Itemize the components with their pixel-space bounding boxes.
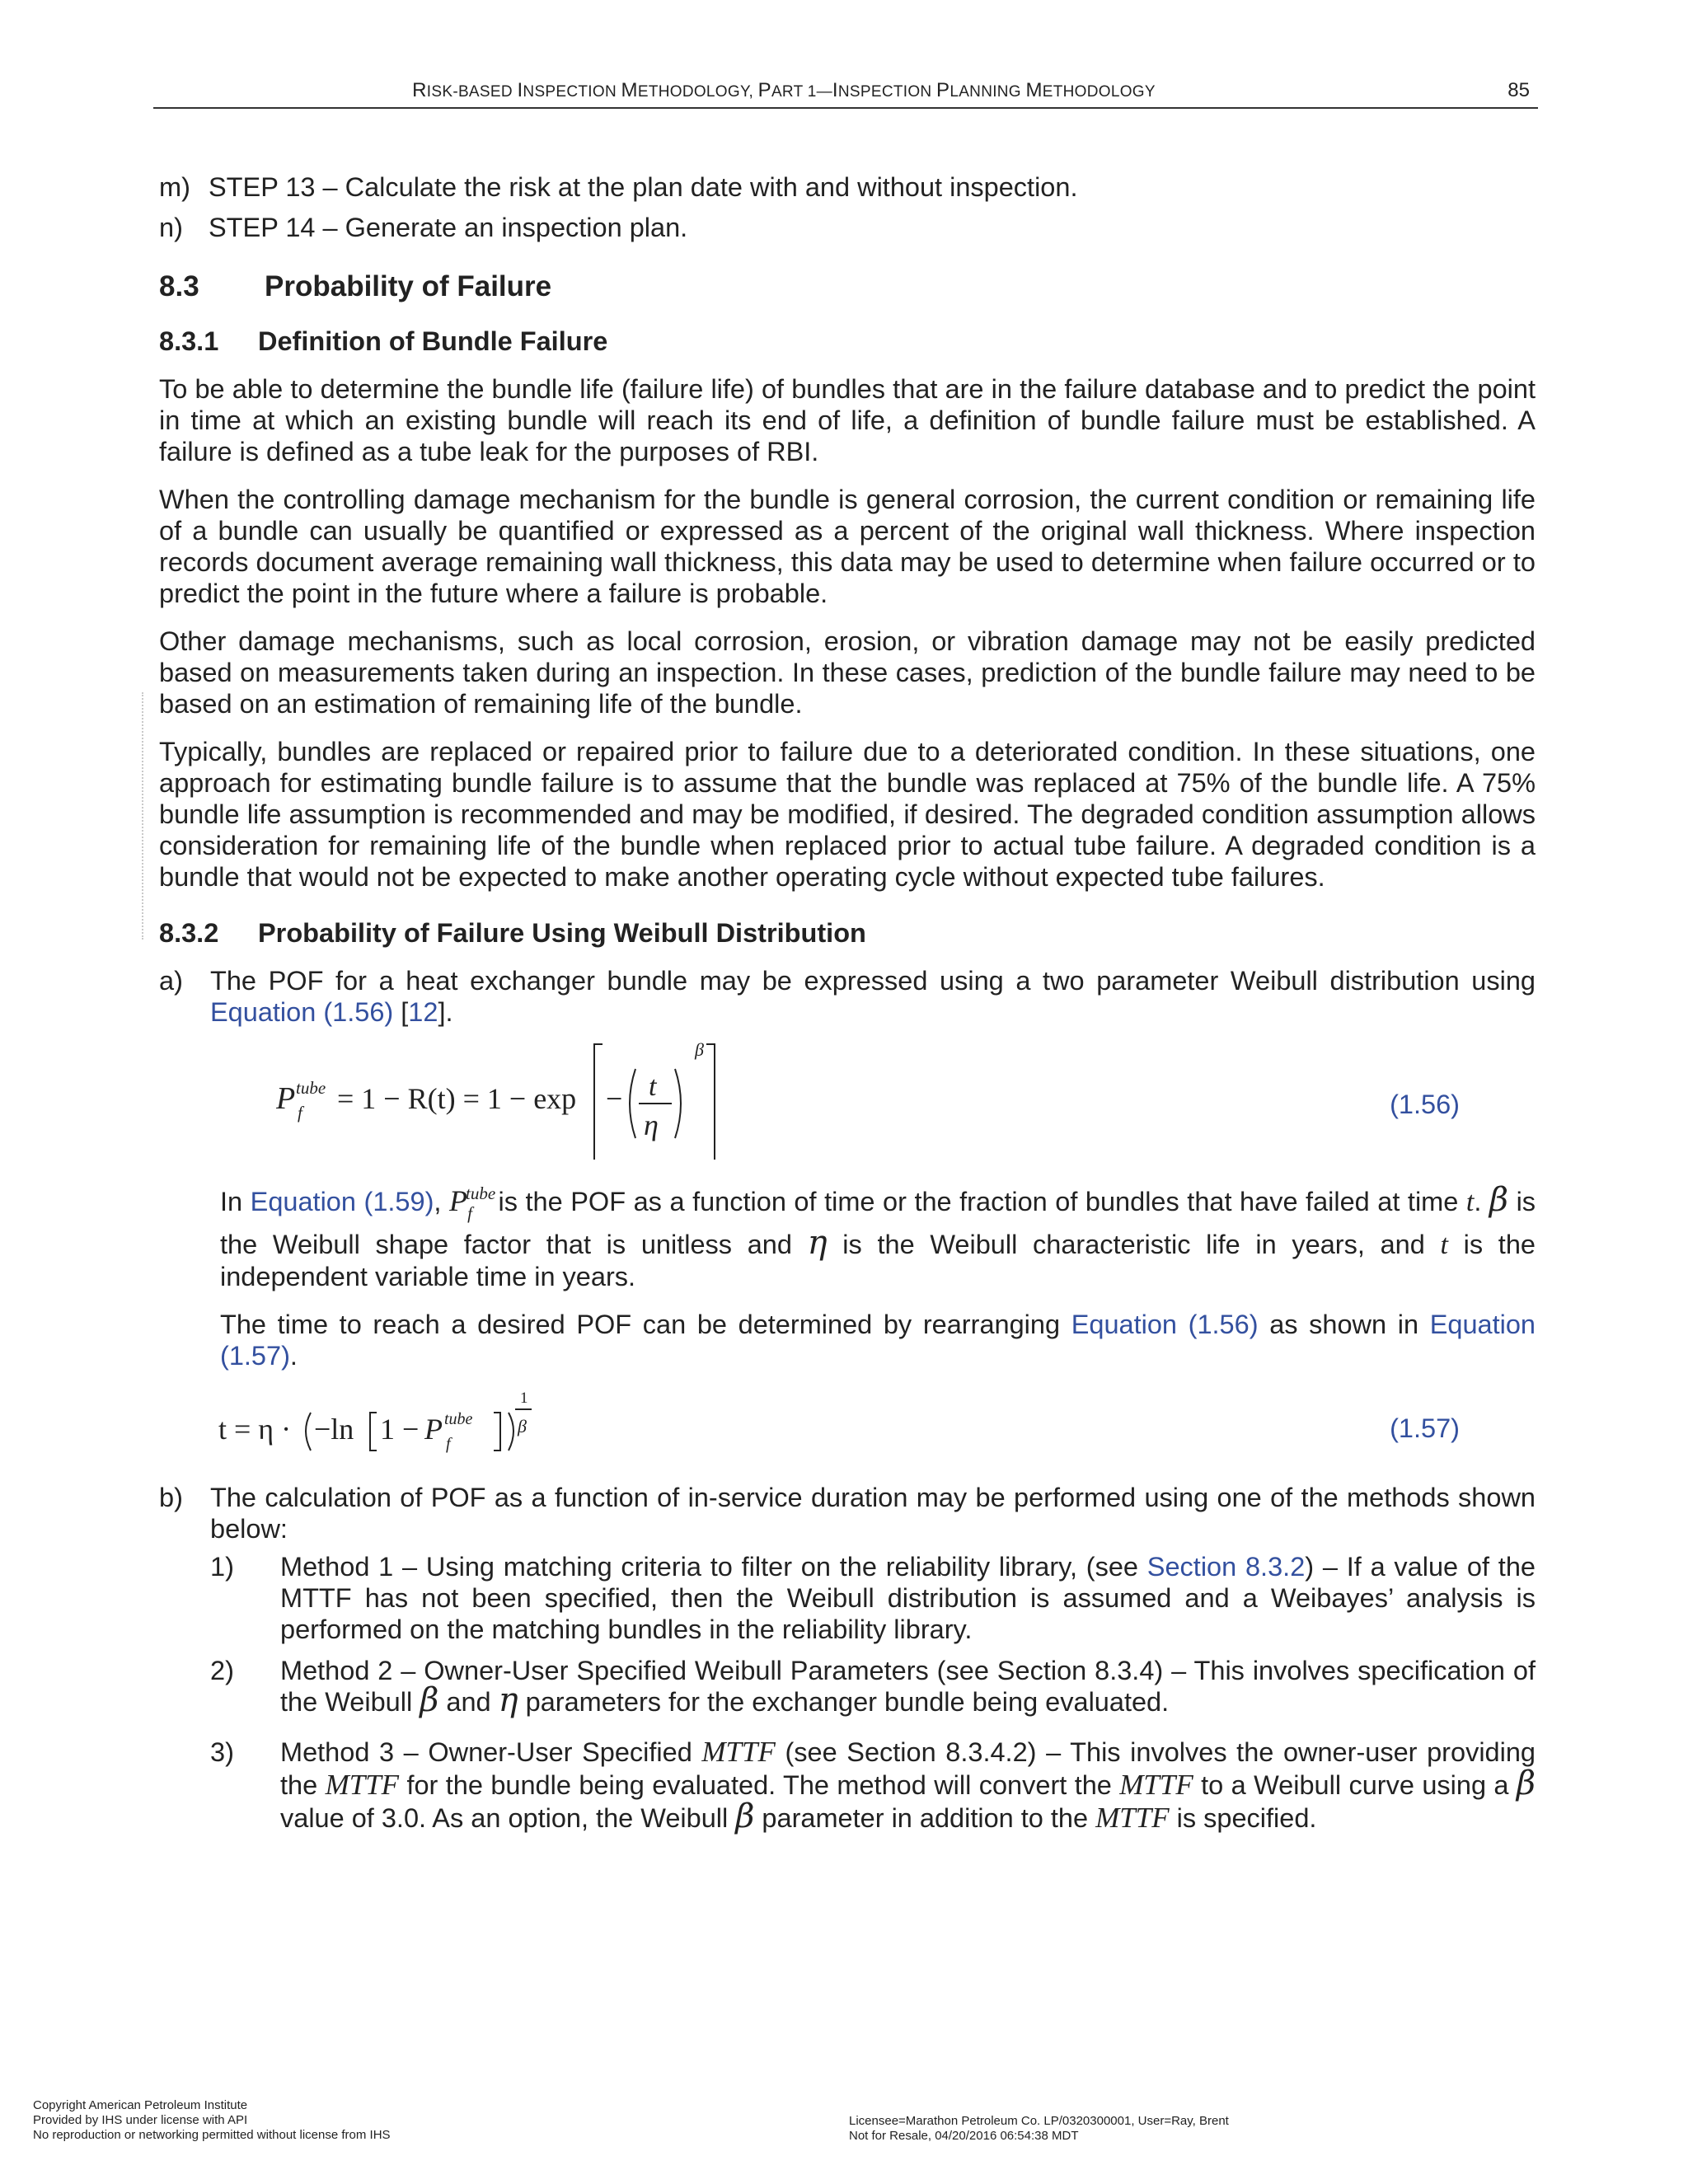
eq-ln: −ln [314,1413,354,1446]
footer-license [849,2114,1229,2144]
math-beta: β [420,1681,439,1719]
paragraph: When the controlling damage mechanism for the bundle is general corrosion, the current condition or remaining life of a bundle can usually be quantified or expressed as a percent of the original wall thickness. Where inspection records document average remaining wall thickness, this data may be used to determine when failure occurred or to predict the point in the future where a failure is probable. [159,485,1536,608]
list-item [159,171,1536,203]
text-run: The time to reach a desired POF can be determined by rearranging [220,1310,1071,1339]
eq-t: t [649,1071,657,1102]
list-text: The calculation of POF as a function of in-service duration may be performed using one of the methods shown below: [210,1483,1536,1544]
text-run: is the independent variable time in years. [220,1230,1536,1291]
method-item [210,1736,1536,1835]
list-item-b [159,1482,1536,1544]
list-text: STEP 13 – Calculate the risk at the plan date with and without inspection. [209,172,1078,202]
text-run: parameter in addition to the [754,1803,1096,1833]
math-mttf: MTTF [701,1736,776,1768]
list-marker: 3) [210,1737,234,1767]
header-part: ISK-BASED [426,83,518,101]
eq-sub: f [446,1435,451,1453]
method-item [210,1551,1536,1645]
math-t: t [1465,1187,1475,1217]
text-run: is specified. [1169,1803,1317,1833]
equation-1-57-graphic [218,1388,565,1465]
paragraph: Typically, bundles are replaced or repaired prior to failure due to a deteriorated condition. In these situations, one approach for estimating bundle failure is to assume that the bundle was replaced at 75% of the bundle life. A 75% bundle life assumption is recommended and may be modified, if desired. The degraded condition assumption allows consideration for remaining life of the bundle when replaced prior to actual tube failure. A degraded condition is a bundle that would not be expected to make another operating cycle without expected tube failures. [159,737,1536,892]
section-number: 8.3.2 [159,918,219,948]
header-part: ART 1— [771,83,832,101]
math-P: P [448,1184,467,1217]
header-part: NSPECTION [523,83,621,101]
math-beta: β [735,1797,755,1835]
eq-one-minus: 1 − [380,1413,420,1446]
equation-1-57 [210,1388,1536,1465]
math-eta: η [807,1224,828,1262]
equation-number: (1.56) [1390,1090,1460,1119]
eq-lhs: t = η · [218,1413,292,1446]
equation-number: (1.57) [1390,1413,1460,1443]
text-run: is the Weibull shape factor that is unitless and [220,1187,1536,1259]
section-heading-8-3-1 [159,326,1536,357]
section-title: Probability of Failure [265,270,552,302]
methods-list [159,1551,1536,1835]
math-t: t [1440,1230,1448,1260]
header-part: ETHODOLOGY, [637,83,758,101]
section-title: Probability of Failure Using Weibull Distribution [258,918,866,948]
section-heading-8-3-2 [159,917,1536,949]
text-run: as shown in [1258,1310,1430,1339]
header-part: P [757,79,771,101]
text-run: . [289,1341,298,1371]
header-part: ETHODOLOGY [1042,83,1156,101]
list-marker: a) [159,966,183,996]
footer-line: Copyright American Petroleum Institute [33,2098,248,2112]
eq-sub: f [298,1103,302,1122]
equation-link[interactable]: Equation (1.57) [220,1310,1536,1371]
text-run: and [438,1687,499,1717]
eq-rhs: = 1 − R(t) = 1 − exp [337,1082,577,1115]
paragraph [210,1309,1536,1371]
eq-eta: η [644,1108,659,1141]
eq-exp-num: 1 [520,1390,528,1407]
eq-minus: − [606,1082,623,1115]
eq-exp-den: β [518,1416,527,1436]
text-run: parameters for the exchanger bundle being evaluated. [518,1687,1170,1717]
header-part: R [412,79,427,101]
text-run: to a Weibull curve using a [1193,1770,1517,1800]
page-number: 85 [1507,79,1530,101]
eq-P: P [276,1081,296,1116]
eq-sup: tube [296,1078,326,1098]
list-marker: n) [159,213,183,242]
margin-marks [142,692,147,940]
footer-copyright [33,2098,391,2143]
equation-1-56-graphic [276,1039,738,1160]
header-part: LANNING [950,83,1026,101]
paragraph: Other damage mechanisms, such as local corrosion, erosion, or vibration damage may not be easily predicted based on measurements taken during an inspection. In these cases, prediction of the bundle failure may need to be based on an estimation of remaining life of the bundle. [159,626,1536,719]
math-eta: η [498,1681,518,1719]
list-item [159,212,1536,243]
section-heading-8-3 [159,271,1536,302]
text-run: ) – If a value of the MTTF has not been specified, then the Weibull distribution is assumed and a Weibayes’ analysis is performed on the matching bundles in the reliability library. [280,1552,1536,1644]
document-body [159,171,1536,1844]
math-beta: β [1516,1765,1536,1802]
text-run: (see Section 8.3.4.2) – This involves the owner-user providing the [280,1737,1536,1800]
math-sup: tube [465,1183,496,1203]
header-part: M [1025,79,1043,101]
running-title [153,79,1414,102]
list-marker: m) [159,172,190,202]
ref-bracket: ]. [438,997,453,1027]
math-mttf: MTTF [1095,1802,1170,1834]
footer-line: Provided by IHS under license with API [33,2113,248,2127]
text-run: is the POF as a function of time or the fraction of bundles that have failed at time [490,1187,1459,1216]
reference-link[interactable]: 12 [408,997,438,1027]
method-item [210,1655,1536,1718]
equation-1-56 [210,1039,1536,1160]
section-number: 8.3.1 [159,326,219,356]
text-run: Method 3 – Owner-User Specified [280,1737,702,1767]
running-header [153,79,1538,109]
text-run: In [220,1187,251,1216]
math-beta: β [1489,1181,1509,1219]
eq-sup: tube [444,1410,473,1428]
math-sub: f [467,1203,472,1223]
equation-link[interactable]: Equation (1.56) [210,997,394,1027]
text-run: , [434,1187,449,1216]
list-marker: 2) [210,1656,234,1685]
header-part: M [621,79,638,101]
footer-line: Licensee=Marathon Petroleum Co. LP/0320300001, User=Ray, Brent [849,2114,1229,2128]
section-title: Definition of Bundle Failure [258,326,608,356]
paragraph [210,1178,1536,1292]
paragraph: To be able to determine the bundle life (failure life) of bundles that are in the failure database and to predict the point in time at which an existing bundle will reach its end of life, a definition of bundle failure must be established. A failure is defined as a tube leak for the purposes of RBI. [159,374,1536,466]
header-part: I [517,79,523,101]
section-link[interactable]: Section 8.3.2 [1146,1552,1306,1582]
ref-bracket: [ [393,997,409,1027]
text-run: Method 1 – Using matching criteria to filter on the reliability library, (see [280,1552,1147,1582]
equation-link[interactable]: Equation (1.56) [1071,1310,1259,1339]
list-text: STEP 14 – Generate an inspection plan. [209,213,688,242]
equation-link[interactable]: Equation (1.59) [250,1187,434,1216]
eq-P: P [424,1413,443,1446]
text-run: Method 2 – Owner-User Specified Weibull Parameters (see Section 8.3.4) – This involves specification of the Weibull [280,1656,1536,1717]
list-item-a [159,965,1536,1465]
section-number: 8.3 [159,270,199,302]
header-part: I [832,79,838,101]
list-marker: 1) [210,1552,234,1582]
text-run: . [1474,1187,1489,1216]
text-run: value of 3.0. As an option, the Weibull [280,1803,736,1833]
eq-beta: β [695,1039,704,1060]
math-mttf: MTTF [1119,1769,1193,1801]
footer-line: Not for Resale, 04/20/2016 06:54:38 MDT [849,2129,1079,2143]
text-run: for the bundle being evaluated. The method will convert the [399,1770,1120,1800]
math-mttf: MTTF [325,1769,400,1801]
header-part: P [936,79,950,101]
header-part: NSPECTION [837,83,937,101]
list-marker: b) [159,1483,183,1512]
text-run: is the Weibull characteristic life in years, and [827,1230,1441,1259]
footer-line: No reproduction or networking permitted without license from IHS [33,2128,391,2142]
list-text: The POF for a heat exchanger bundle may be expressed using a two parameter Weibull distribution using [210,966,1536,996]
